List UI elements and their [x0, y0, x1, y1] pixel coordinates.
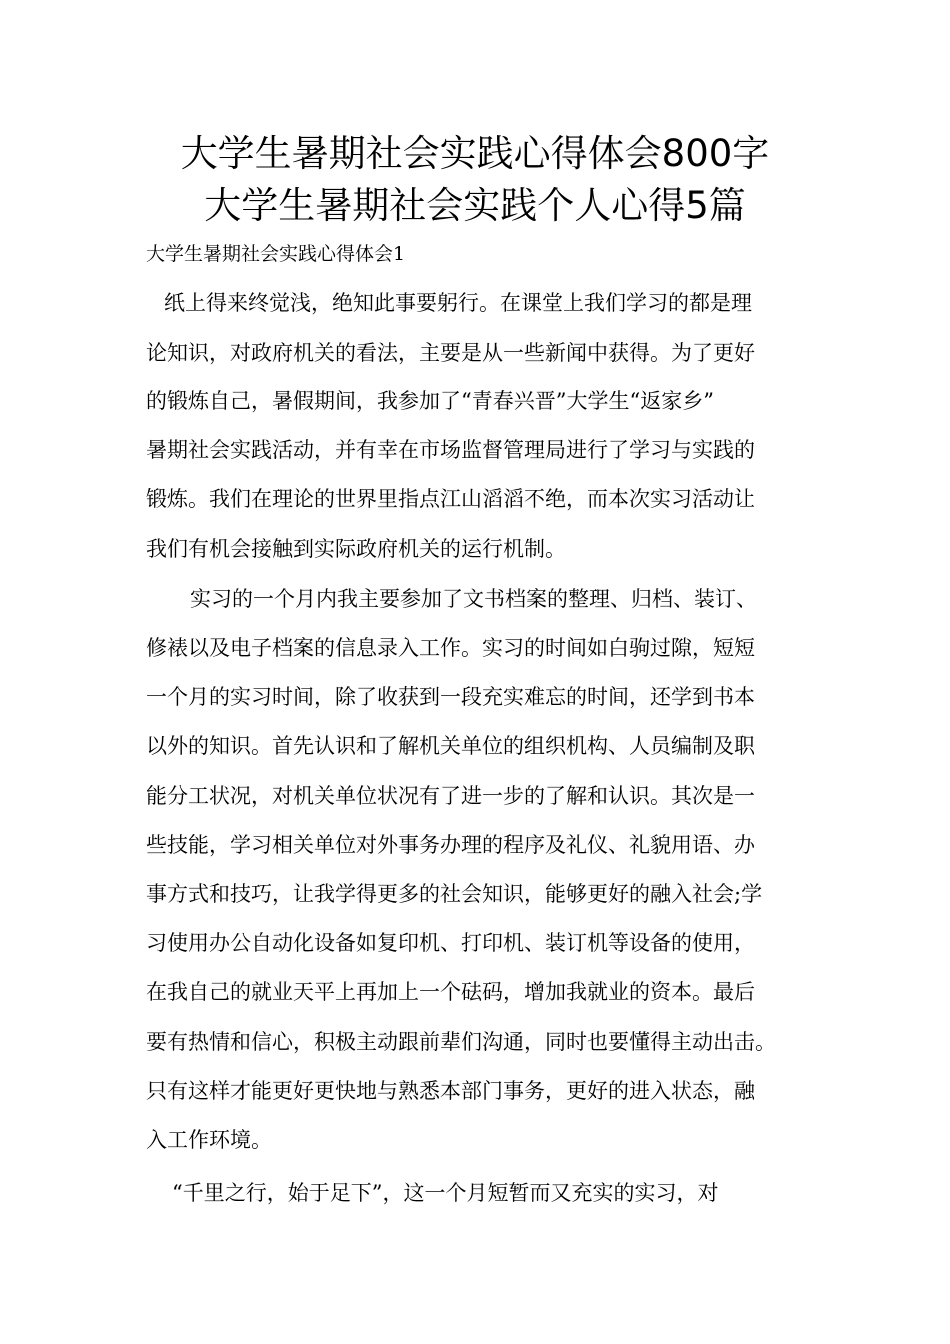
paragraph-1-line-5: 锻炼。我们在理论的世界里指点江山滔滔不绝，而本次实习活动让 [146, 487, 755, 511]
paragraph-2-line-11: 只有这样才能更好更快地与熟悉本部门事务，更好的进入状态，融 [146, 1079, 755, 1103]
paragraph-2-line-5: 能分工状况，对机关单位状况有了进一步的了解和认识。其次是一 [146, 784, 755, 808]
paragraph-2-line-2: 修裱以及电子档案的信息录入工作。实习的时间如白驹过隙，短短 [146, 636, 755, 660]
paragraph-2-line-1: 实习的一个月内我主要参加了文书档案的整理、归档、装订、 [190, 587, 757, 611]
paragraph-2-line-4: 以外的知识。首先认识和了解机关单位的组织机构、人员编制及职 [146, 734, 755, 758]
section-heading: 大学生暑期社会实践心得体会1 [146, 243, 406, 265]
paragraph-3-line-1: “千里之行，始于足下”，这一个月短暂而又充实的实习，对 [172, 1181, 719, 1205]
paragraph-2-line-9: 在我自己的就业天平上再加上一个砝码，增加我就业的资本。最后 [146, 980, 755, 1004]
paragraph-2-line-12: 入工作环境。 [146, 1128, 272, 1152]
document-title-line-1: 大学生暑期社会实践心得体会800字 [180, 132, 770, 175]
paragraph-1-line-3: 的锻炼自己，暑假期间，我参加了“青春兴晋”大学生“返家乡” [146, 389, 714, 413]
paragraph-1-line-2: 论知识，对政府机关的看法，主要是从一些新闻中获得。为了更好 [146, 341, 755, 365]
paragraph-2-line-7: 事方式和技巧，让我学得更多的社会知识，能够更好的融入社会;学 [146, 882, 763, 906]
paragraph-2-line-8: 习使用办公自动化设备如复印机、打印机、装订机等设备的使用， [146, 931, 755, 955]
paragraph-1-line-1: 纸上得来终觉浅，绝知此事要躬行。在课堂上我们学习的都是理 [164, 291, 752, 315]
paragraph-1-line-4: 暑期社会实践活动，并有幸在市场监督管理局进行了学习与实践的 [146, 438, 755, 462]
document-title-line-2: 大学生暑期社会实践个人心得5篇 [204, 184, 746, 227]
paragraph-1-line-6: 我们有机会接触到实际政府机关的运行机制。 [146, 537, 566, 561]
paragraph-2-line-3: 一个月的实习时间，除了收获到一段充实难忘的时间，还学到书本 [146, 685, 755, 709]
paragraph-2-line-6: 些技能，学习相关单位对外事务办理的程序及礼仪、礼貌用语、办 [146, 833, 755, 857]
paragraph-2-line-10: 要有热情和信心，积极主动跟前辈们沟通，同时也要懂得主动出击。 [146, 1030, 776, 1054]
